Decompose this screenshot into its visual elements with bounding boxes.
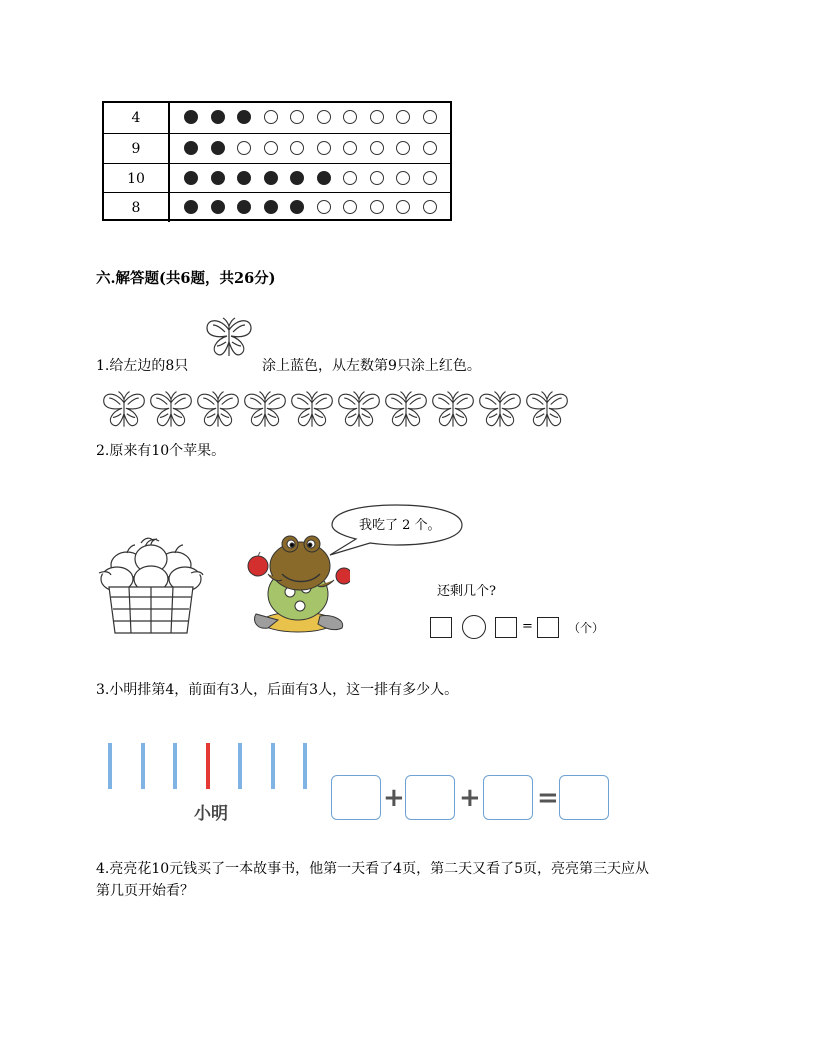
person-stick (238, 743, 242, 789)
filled-dot (211, 110, 225, 124)
empty-dot (290, 110, 304, 124)
empty-dot (396, 200, 410, 214)
queue-sticks (108, 743, 318, 793)
q4-line-2: 第几页开始看？ (96, 883, 194, 899)
filled-dot (184, 200, 198, 214)
table-row (104, 133, 450, 163)
person-stick (141, 743, 145, 789)
q3-text: 3.小明排第4，前面有3人，后面有3人，这一排有多少人。 (96, 682, 459, 698)
empty-dot (370, 141, 384, 155)
butterfly-icon (203, 316, 255, 362)
butterfly-icon[interactable] (523, 386, 571, 440)
butterfly-icon[interactable] (382, 386, 430, 440)
plus-sign: + (383, 783, 405, 813)
butterfly-icon[interactable] (147, 386, 195, 440)
empty-dot (370, 110, 384, 124)
person-stick (173, 743, 177, 789)
unit-label: （个） (568, 621, 605, 635)
person-stick (108, 743, 112, 789)
table-row (104, 163, 450, 193)
person-stick (271, 743, 275, 789)
empty-dot (317, 200, 331, 214)
filled-dot (211, 171, 225, 185)
filled-dot (184, 141, 198, 155)
filled-dot (237, 200, 251, 214)
filled-dot (290, 200, 304, 214)
xiaoming-stick (206, 743, 210, 789)
filled-dot (264, 200, 278, 214)
empty-dot (264, 110, 278, 124)
q4-line-1: 4.亮亮花10元钱买了一本故事书，他第一天看了4页，第二天又看了5页，亮亮第三天应从 (96, 861, 649, 877)
filled-dot (211, 141, 225, 155)
filled-dot (184, 110, 198, 124)
q2-text: 2.原来有10个苹果。 (96, 443, 226, 459)
empty-dot (317, 141, 331, 155)
row-number: 10 (104, 164, 170, 193)
empty-dot (423, 110, 437, 124)
filled-dot (290, 171, 304, 185)
table-row (104, 103, 450, 133)
person-stick (303, 743, 307, 789)
q1-text-before: 1.给左边的8只 (96, 358, 189, 374)
empty-dot (370, 200, 384, 214)
empty-dot (423, 141, 437, 155)
row-number: 9 (104, 134, 170, 163)
answer-box[interactable] (430, 617, 452, 638)
butterfly-icon[interactable] (100, 386, 148, 440)
sum-box[interactable] (559, 775, 609, 820)
empty-dot (237, 141, 251, 155)
q1-text-after: 涂上蓝色，从左数第9只涂上红色。 (262, 358, 481, 374)
apple-basket-icon (95, 535, 207, 637)
filled-dot (237, 110, 251, 124)
addend-box-1[interactable] (331, 775, 381, 820)
empty-dot (343, 200, 357, 214)
equals-sign: = (522, 619, 533, 634)
empty-dot (423, 171, 437, 185)
operator-circle[interactable] (462, 615, 486, 639)
butterfly-icon[interactable] (288, 386, 336, 440)
butterfly-icon[interactable] (429, 386, 477, 440)
filled-dot (184, 171, 198, 185)
addend-box-3[interactable] (483, 775, 533, 820)
empty-dot (396, 171, 410, 185)
empty-dot (396, 110, 410, 124)
empty-dot (290, 141, 304, 155)
filled-dot (317, 171, 331, 185)
filled-dot (264, 171, 278, 185)
xiaoming-label: 小明 (194, 804, 228, 824)
speech-text: 我吃了 2 个。 (359, 518, 441, 533)
empty-dot (396, 141, 410, 155)
butterfly-icon[interactable] (335, 386, 383, 440)
row-number: 4 (104, 103, 170, 133)
filled-dot (211, 200, 225, 214)
butterfly-row (100, 386, 580, 438)
empty-dot (343, 110, 357, 124)
butterfly-icon[interactable] (241, 386, 289, 440)
addend-box-2[interactable] (405, 775, 455, 820)
section-title: 六.解答题(共6题，共26分) (96, 270, 276, 287)
empty-dot (264, 141, 278, 155)
empty-dot (343, 141, 357, 155)
equals-sign: = (537, 783, 559, 813)
table-row (104, 192, 450, 222)
butterfly-icon[interactable] (194, 386, 242, 440)
result-box[interactable] (537, 617, 559, 638)
filled-dot (237, 171, 251, 185)
butterfly-icon[interactable] (476, 386, 524, 440)
answer-box[interactable] (495, 617, 517, 638)
plus-sign: + (459, 783, 481, 813)
empty-dot (343, 171, 357, 185)
row-number: 8 (104, 193, 170, 222)
remaining-prompt: 还剩几个? (437, 584, 496, 599)
dot-count-table (102, 101, 452, 221)
empty-dot (370, 171, 384, 185)
empty-dot (317, 110, 331, 124)
empty-dot (423, 200, 437, 214)
